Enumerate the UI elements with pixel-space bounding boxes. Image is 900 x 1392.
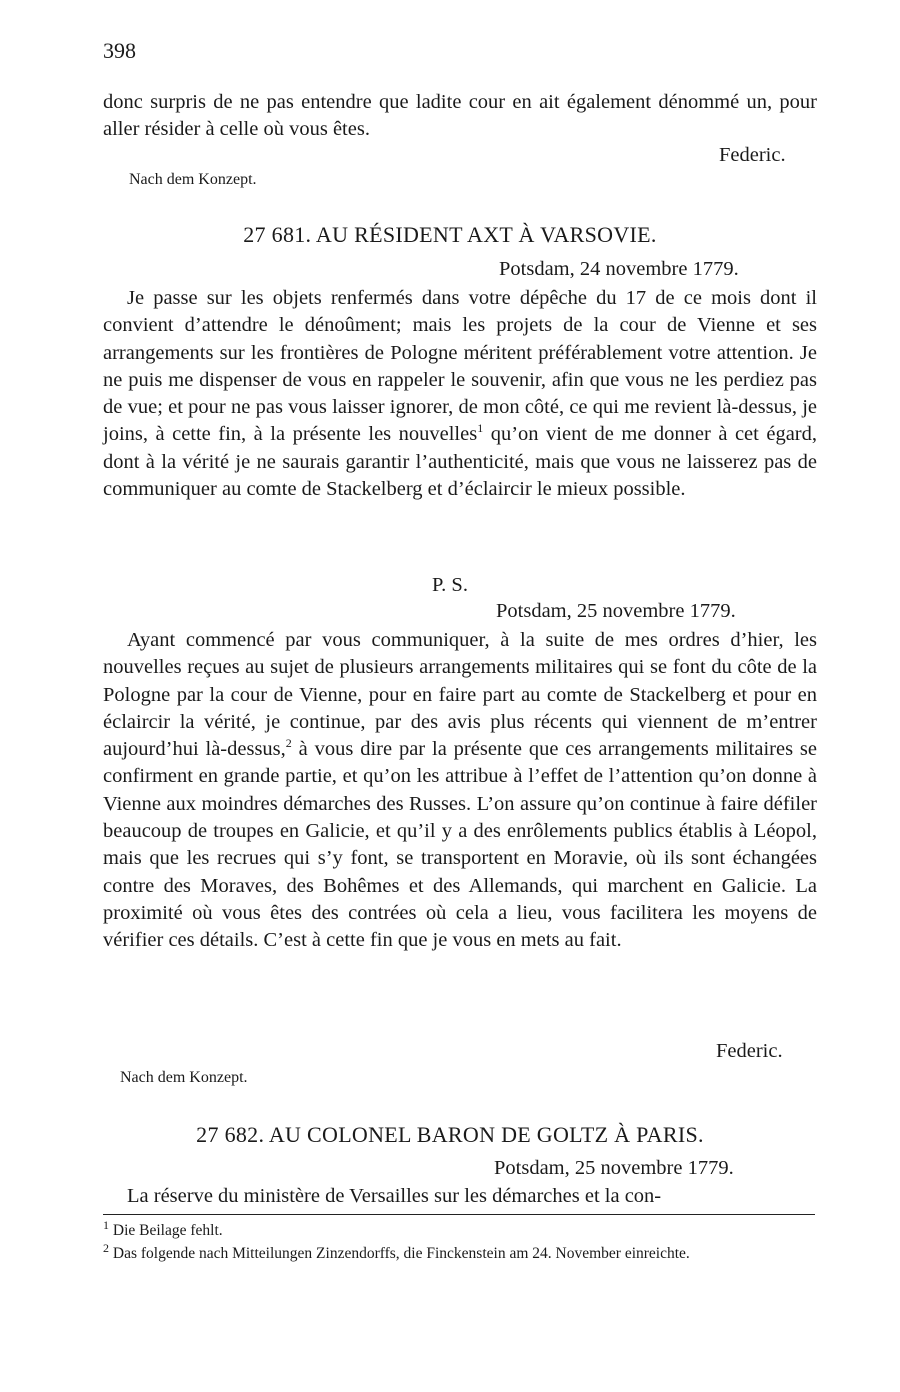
- letter-1-signature: Federic.: [716, 1040, 783, 1062]
- letter-1-body-part-b: qu’on vient de me donner à cet égard, dont à la vérité je ne saurais garantir l’authenticité, mais que vous ne laisserez pas de communiquer au comte de Stackelberg et d’éclaircir le mieux possible.: [103, 423, 817, 501]
- postscript-body: [103, 627, 817, 955]
- letter-2-body-start: La réserve du ministère de Versailles sur les démarches et la con-: [127, 1185, 662, 1207]
- footnote-2-text: Das folgende nach Mitteilungen Zinzendorffs, die Finckenstein am 24. November einreichte.: [109, 1245, 690, 1262]
- footnote-ref-2: 2: [285, 736, 292, 751]
- postscript-body-part-a: Ayant commencé par vous communiquer, à la suite de mes ordres d’hier, les nouvelles reçues au sujet de plusieurs arrangements militaires qui se font du côte de la Pologne par la cour de Vienne, pour en faire part au comte de Stackelberg et pour en éclaircir la vérité, je continue, par des avis plus récents qui viennent de m’entrer aujourd’hui là-dessus,: [103, 629, 817, 761]
- letter-1-body-part-a: Je passe sur les objets renfermés dans votre dépêche du 17 de ce mois dont il convient d’attendre le dénoûment; mais les projets de la cour de Vienne et ses arrangements sur les frontières de Pologne méritent préférablement votre attention. Je ne puis me dispenser de vous en rappeler le souvenir, afin que vous ne les perdiez pas de vue; et pour ne pas vous laisser ignorer, de mon côté, ce qui me revient là-dessus, je joins, à cette fin, à la présente les nouvelles: [103, 287, 817, 446]
- letter-1-body: [103, 285, 817, 503]
- letter-1-heading: 27 681. AU RÉSIDENT AXT À VARSOVIE.: [243, 222, 657, 247]
- postscript-label: P. S.: [432, 574, 468, 596]
- footnote-2-mark: 2: [103, 1240, 109, 1255]
- footnote-1: [103, 1217, 817, 1241]
- postscript-body-part-b: à vous dire par la présente que ces arrangements militaires se confirment en grande partie, et qu’on les attribue à l’effet de l’attention qu’on donne à Vienne aux moindres démarches des Russes. L’on assure qu’on continue à faire défiler beaucoup de troupes en Galicie, et qu’il y a des enrôlements publics établis à Léopol, mais que les recrues qui s’y font, se transportent en Moravie, où ils sont échangées contre des Moraves, des Bohêmes et des Allemands, qui marchent en Galicie. La proximité où vous êtes des contrées où cela a lieu, vous facilitera les moyens de vérifier ces détails. C’est à cette fin que je vous en mets au fait.: [103, 738, 817, 952]
- footnote-1-text: Die Beilage fehlt.: [109, 1222, 223, 1239]
- continuation-paragraph: donc surpris de ne pas entendre que ladite cour en ait également dénommé un, pour aller résider à celle où vous êtes.: [103, 91, 817, 141]
- continuation-signature: Federic.: [719, 144, 786, 166]
- footnote-ref-1: 1: [477, 421, 484, 436]
- footnote-2: [103, 1240, 817, 1264]
- letter-2-heading: 27 682. AU COLONEL BARON DE GOLTZ À PARIS.: [196, 1122, 704, 1147]
- footnote-1-mark: 1: [103, 1217, 109, 1232]
- letter-2-date: Potsdam, 25 novembre 1779.: [494, 1157, 734, 1179]
- letter-1-date: Potsdam, 24 novembre 1779.: [499, 258, 739, 280]
- footnote-separator: [103, 1214, 815, 1215]
- continuation-source-note: Nach dem Konzept.: [129, 171, 257, 188]
- page-number: 398: [103, 38, 136, 63]
- postscript-date: Potsdam, 25 novembre 1779.: [496, 600, 736, 622]
- letter-1-source-note: Nach dem Konzept.: [120, 1069, 248, 1086]
